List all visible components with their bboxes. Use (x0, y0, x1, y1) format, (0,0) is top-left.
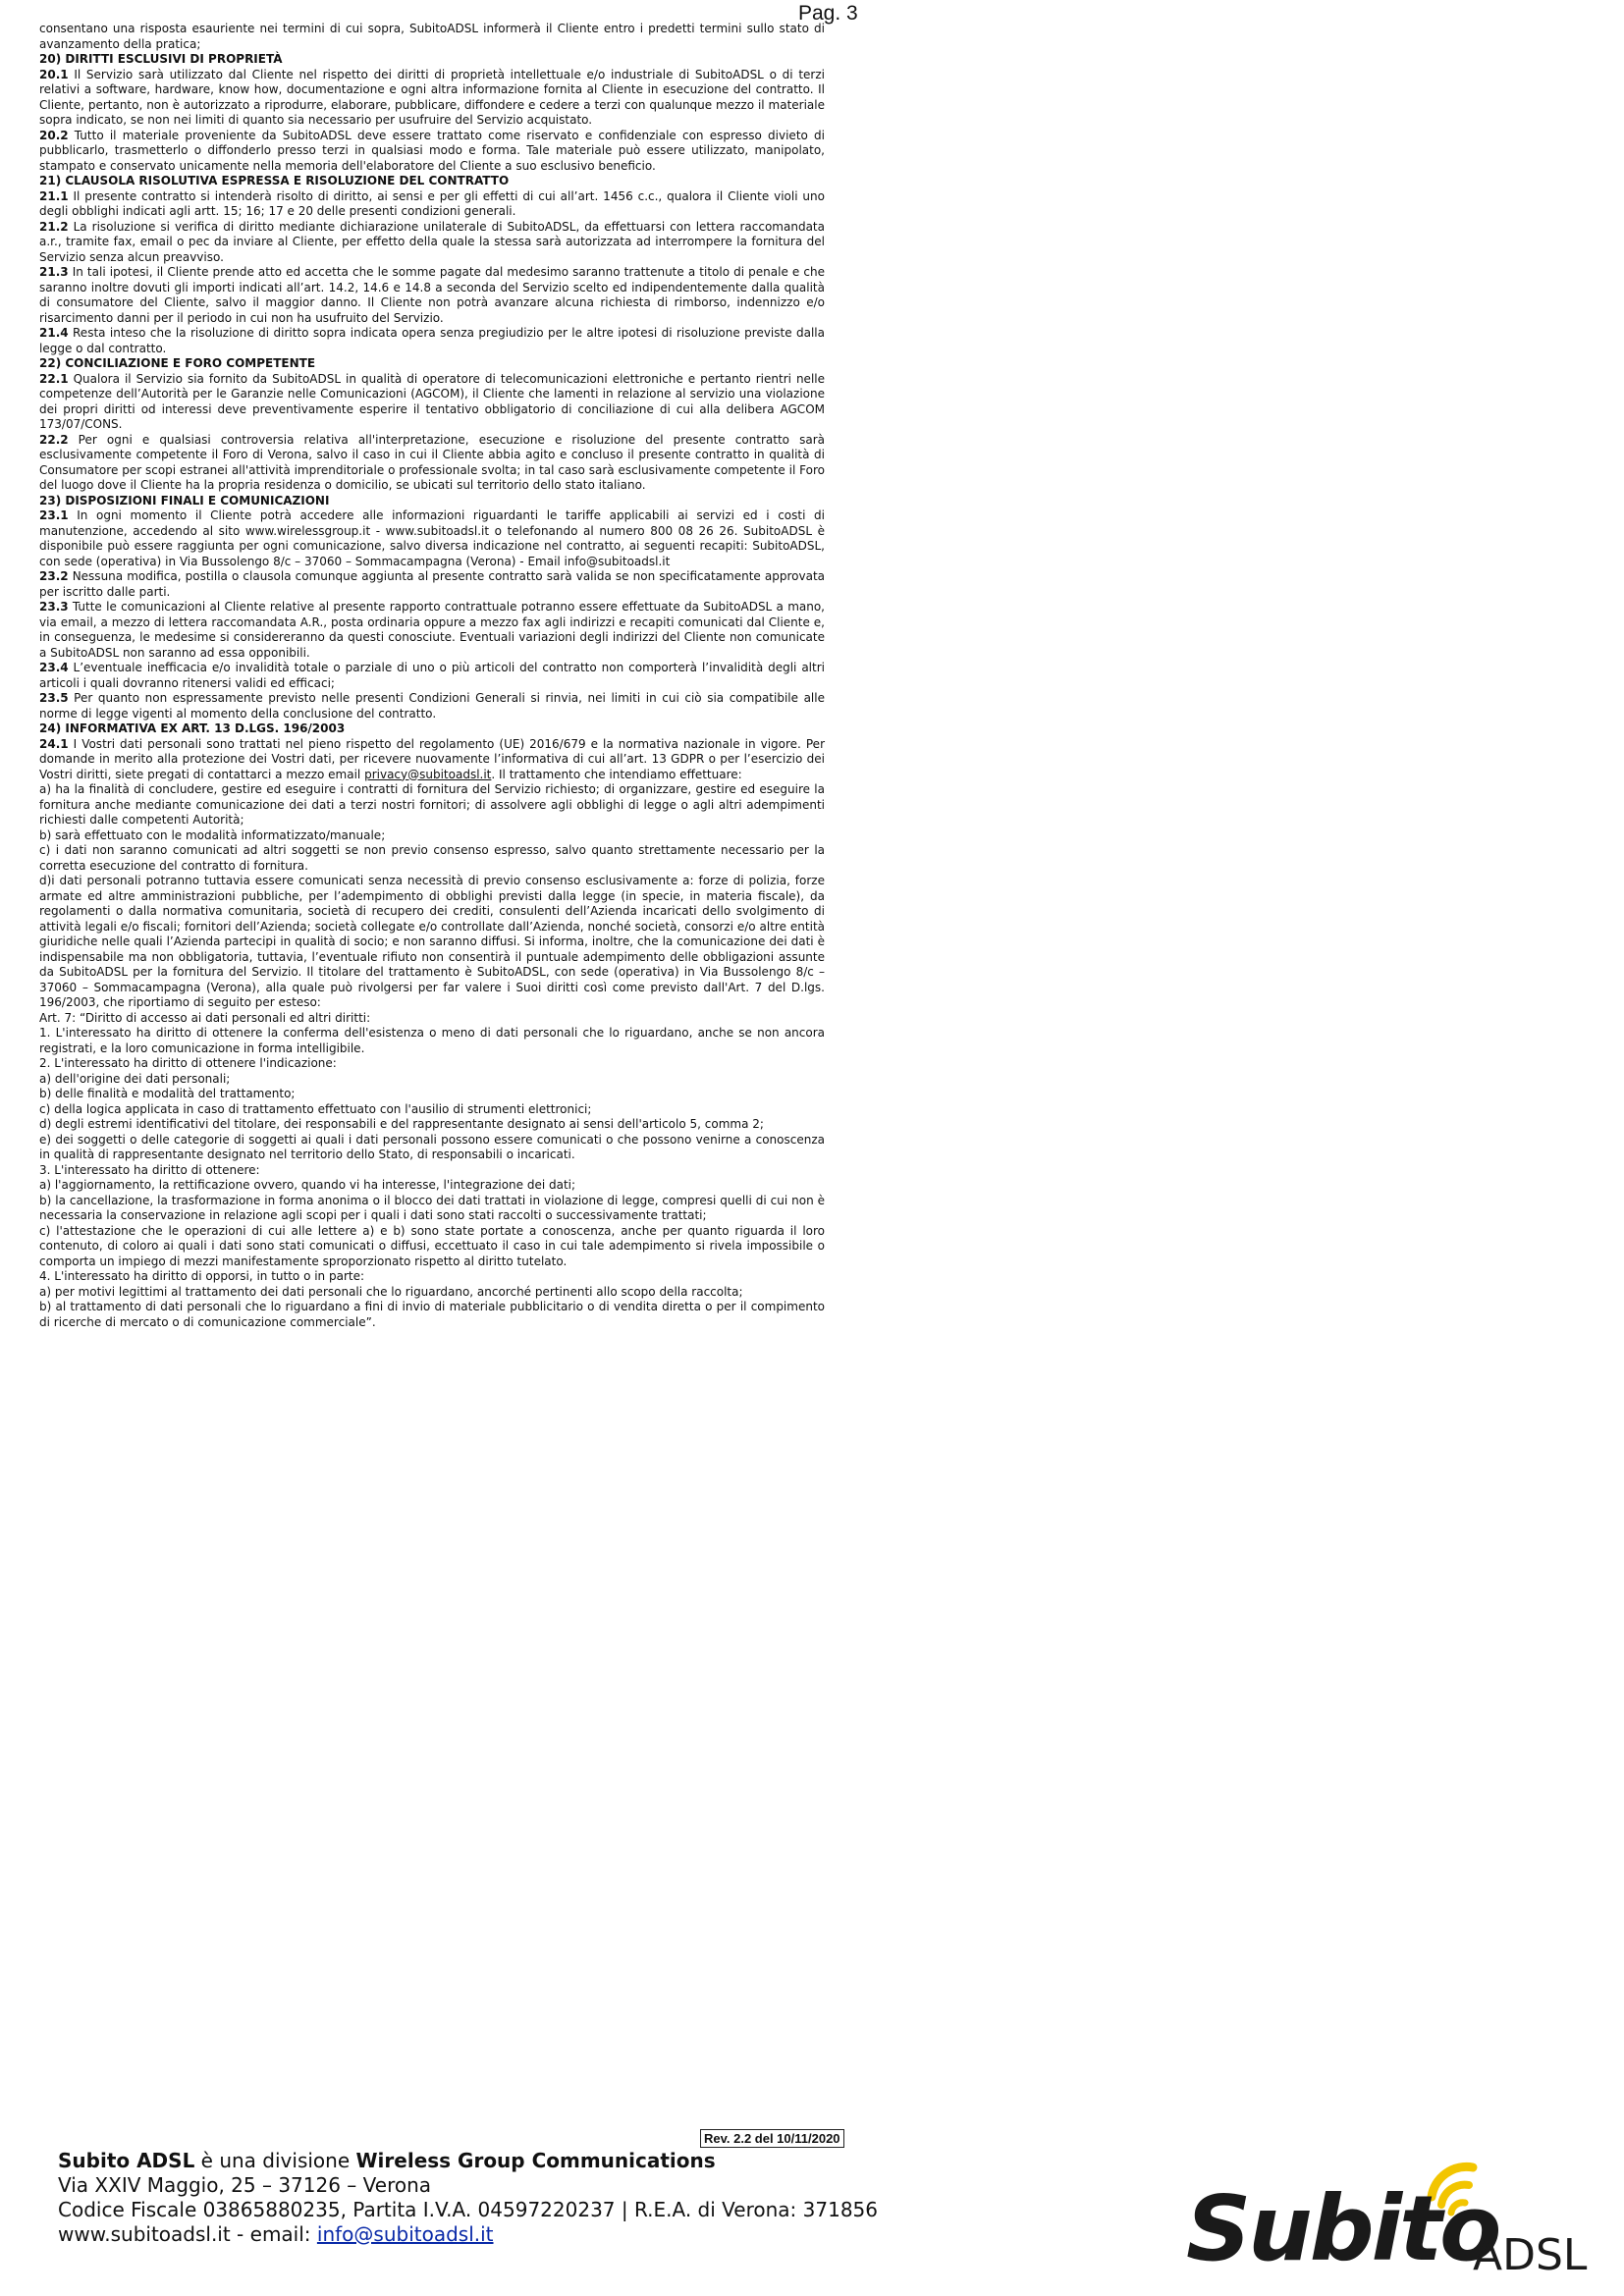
privacy-email-link[interactable]: privacy@subitoadsl.it (364, 767, 492, 781)
clause-number: 21.4 (39, 326, 69, 340)
paragraph: 24.1 I Vostri dati personali sono trattati nel pieno rispetto del regolamento (UE) 2016/679 e la normativa nazionale in vigore. Per domande in merito alla protezione dei Vostri dati, per ricevere nuovamente l’informativa di cui all’art. 13 GDPR o per l’esercizio dei Vostri diritti, siete pregati di contattarci a mezzo email privacy@subitoadsl.it. Il trattamento che intendiamo effettuare: (39, 736, 825, 781)
footer-fiscal: Codice Fiscale 03865880235, Partita I.V.A. 04597220237 | R.E.A. di Verona: 371856 (58, 2198, 878, 2221)
paragraph: 23.5 Per quanto non espressamente previsto nelle presenti Condizioni Generali si rinvia, nei limiti in cui ciò sia compatibile alle norme di legge vigenti al momento della conclusione del contratto. (39, 691, 825, 721)
paragraph: 2. L'interessato ha diritto di ottenere l'indicazione: (39, 1056, 337, 1070)
clause-number: 21.3 (39, 265, 69, 279)
paragraph: 21.3 In tali ipotesi, il Cliente prende atto ed accetta che le somme pagate dal medesimo saranno trattenute a titolo di penale e che saranno inoltre dovuti gli importi indicati all’art. 14.2, 14.6 e 14.8 a seconda del Servizio scelto ed indipendentemente dalla qualità di consumatore del Cliente, salvo il maggior danno. Il Cliente non potrà avanzare alcuna richiesta di rimborso, indennizzo e/o risarcimento danni per il periodo in cui non ha usufruito del Servizio. (39, 265, 825, 325)
paragraph: Art. 7: “Diritto di accesso ai dati personali ed altri diritti: (39, 1010, 371, 1025)
paragraph: 21.2 La risoluzione si verifica di diritto mediante dichiarazione unilaterale di SubitoADSL, da effettuarsi con lettera raccomandata a.r., tramite fax, email o pec da inviare al Cliente, per effetto della quale la stessa sarà autorizzata ad interrompere la fornitura del Servizio senza alcun preavviso. (39, 219, 825, 264)
paragraph: c) l'attestazione che le operazioni di cui alle lettere a) e b) sono state portate a conoscenza, anche per quanto riguarda il loro contenuto, di coloro ai quali i dati sono stati comunicati o diffusi, eccettuato il caso in cui tale adempimento si rivela impossibile o comporta un impiego di mezzi manifestamente sproporzionato rispetto al diritto tutelato. (39, 1223, 825, 1268)
paragraph: b) delle finalità e modalità del trattamento; (39, 1087, 296, 1100)
paragraph: a) ha la finalità di concludere, gestire ed eseguire i contratti di fornitura del Servizio richiesto; di organizzare, gestire ed eseguire la fornitura anche mediante comunicazione dei dati a terzi nostri fornitori; di assolvere agli obblighi di legge o agli altri adempimenti richiesti dalle competenti Autorità; (39, 782, 825, 827)
paragraph: 20.2 Tutto il materiale proveniente da SubitoADSL deve essere trattato come riservato e confidenziale con espresso divieto di pubblicarlo, trasmetterlo o diffonderlo presso terzi in qualsiasi modo e forma. Tale materiale può essere utilizzato, manipolato, stampato e conservato unicamente nella memoria dell'elaboratore del Cliente a suo esclusivo beneficio. (39, 128, 825, 173)
paragraph: b) la cancellazione, la trasformazione in forma anonima o il blocco dei dati trattati in violazione di legge, compresi quelli di cui non è necessaria la conservazione in relazione agli scopi per i quali i dati sono stati raccolti o successivamente trattati; (39, 1193, 825, 1222)
paragraph: 23.1 In ogni momento il Cliente potrà accedere alle informazioni riguardanti le tariffe applicabili ai servizi ed i costi di manutenzione, accedendo al sito www.wirelessgroup.it - www.subitoadsl.it o telefonando al numero 800 08 26 26. SubitoADSL è disponibile può essere raggiunta per ogni comunicazione, salvo diversa indicazione nel contratto, ai seguenti recapiti: SubitoADSL, con sede (operativa) in Via Bussolengo 8/c – 37060 – Sommacampagna (Verona) - Email info@subitoadsl.it (39, 508, 825, 568)
clause-number: 20.2 (39, 128, 69, 142)
clause-number: 20.1 (39, 67, 69, 81)
paragraph: 22.2 Per ogni e qualsiasi controversia relativa all'interpretazione, esecuzione e risoluzione del presente contratto sarà esclusivamente competente il Foro di Verona, salvo il caso in cui il Cliente abbia agito e concluso il presente contratto in qualità di Consumatore per scopi estranei all'attività imprenditoriale o professionale svolta; in tal caso sarà esclusivamente competente il Foro del luogo dove il Cliente ha la propria residenza o domicilio, se ubicati sul territorio dello stato italiano. (39, 432, 825, 492)
paragraph: d)i dati personali potranno tuttavia essere comunicati senza necessità di previo consenso esclusivamente a: forze di polizia, forze armate ed altre amministrazioni pubbliche, per l’adempimento di obblighi previsti dalla legge (in specie, in materia fiscale), da regolamenti o dalla normativa comunitaria, società di recupero dei crediti, consulenti dell’Azienda incaricati dello svolgimento di attività legali e/o fiscali; fornitori dell’Azienda; società collegate e/o controllate dall’Azienda, nonché società, consorzi e/o altre entità giuridiche nelle quali l’Azienda partecipi in qualità di socio; e non saranno diffusi. Si informa, inoltre, che la comunicazione dei dati è indispensabile ma non obbligatoria, tuttavia, l’eventuale rifiuto non consentirà il puntuale adempimento delle obbligazioni assunte da SubitoADSL per la fornitura del Servizio. Il titolare del trattamento è SubitoADSL, con sede (operativa) in Via Bussolengo 8/c – 37060 – Sommacampagna (Verona), alla quale può rivolgersi per far valere i Suoi diritti così come previsto dall'Art. 7 del D.lgs. 196/2003, che riportiamo di seguito per esteso: (39, 874, 825, 1009)
paragraph: 20.1 Il Servizio sarà utilizzato dal Cliente nel rispetto dei diritti di proprietà intellettuale e/o industriale di SubitoADSL o di terzi relativi a software, hardware, know how, documentazione e ogni altra informazione fornita al Cliente in esecuzione del contratto. Il Cliente, pertanto, non è autorizzato a riprodurre, elaborare, pubblicare, diffondere e cedere a terzi con qualunque mezzo il materiale sopra indicato, se non nei limiti di quanto sia necessario per usufruire del Servizio acquistato. (39, 67, 825, 127)
clause-number: 24.1 (39, 736, 69, 751)
paragraph: 21.1 Il presente contratto si intenderà risolto di diritto, ai sensi e per gli effetti di cui all’art. 1456 c.c., qualora il Cliente violi uno degli obblighi indicati agli artt. 15; 16; 17 e 20 delle presenti condizioni generali. (39, 188, 825, 218)
clause-number: 22.1 (39, 371, 69, 386)
section-heading: 24) INFORMATIVA EX ART. 13 D.LGS. 196/2003 (39, 721, 346, 735)
section-heading: 20) DIRITTI ESCLUSIVI DI PROPRIETÀ (39, 52, 283, 66)
paragraph: 1. L'interessato ha diritto di ottenere la conferma dell'esistenza o meno di dati personali che lo riguardano, anche se non ancora registrati, e la loro comunicazione in forma intelligibile. (39, 1026, 825, 1055)
section-heading: 22) CONCILIAZIONE E FORO COMPETENTE (39, 356, 316, 370)
clause-number: 21.2 (39, 219, 69, 234)
footer-contacts (58, 2222, 902, 2247)
footer-company-line (58, 2149, 902, 2173)
paragraph: 23.3 Tutte le comunicazioni al Cliente relative al presente rapporto contrattuale potranno essere effettuate da SubitoADSL a mano, via email, a mezzo di lettera raccomandata A.R., posta ordinaria oppure a mezzo fax agli indirizzi e recapiti comunicati dal Cliente e, in conseguenza, le medesime si considereranno da questi conosciute. Eventuali variazioni degli indirizzi del Cliente non comunicate a SubitoADSL non saranno ad essa opponibili. (39, 600, 825, 660)
paragraph: b) al trattamento di dati personali che lo riguardano a fini di invio di materiale pubblicitario o di vendita diretta o per il compimento di ricerche di mercato o di comunicazione commerciale”. (39, 1300, 825, 1329)
clause-number: 23.1 (39, 508, 69, 522)
footer-company-name: Subito ADSL (58, 2149, 195, 2172)
paragraph: c) i dati non saranno comunicati ad altri soggetti se non previo consenso espresso, salvo quanto strettamente necessario per la corretta esecuzione del contratto di fornitura. (39, 843, 825, 873)
footer (58, 2149, 902, 2247)
footer-group-name: Wireless Group Communications (355, 2149, 716, 2172)
section-heading: 23) DISPOSIZIONI FINALI E COMUNICAZIONI (39, 493, 330, 507)
logo-word: Subito (1186, 2176, 1499, 2281)
contract-text (39, 22, 825, 1330)
footer-web: www.subitoadsl.it - email: (58, 2222, 317, 2246)
clause-number: 23.4 (39, 661, 69, 674)
paragraph: 21.4 Resta inteso che la risoluzione di diritto sopra indicata opera senza pregiudizio per le altre ipotesi di risoluzione previste dalla legge o dal contratto. (39, 326, 825, 355)
logo-sub: ADSL (1473, 2230, 1588, 2280)
paragraph: 23.2 Nessuna modifica, postilla o clausola comunque aggiunta al presente contratto sarà valida se non specificatamente approvata per iscritto dalle parti. (39, 569, 825, 599)
footer-address: Via XXIV Maggio, 25 – 37126 – Verona (58, 2173, 432, 2197)
paragraph: a) dell'origine dei dati personali; (39, 1071, 231, 1086)
clause-number: 22.2 (39, 432, 69, 447)
page-number: Pag. 3 (798, 2, 858, 25)
revision-box: Rev. 2.2 del 10/11/2020 (700, 2129, 844, 2148)
clause-number: 23.3 (39, 600, 69, 614)
paragraph: c) della logica applicata in caso di trattamento effettuato con l'ausilio di strumenti elettronici; (39, 1101, 592, 1116)
paragraph: consentano una risposta esauriente nei termini di cui sopra, SubitoADSL informerà il Cliente entro i predetti termini sullo stato di avanzamento della pratica; (39, 22, 825, 51)
paragraph: a) per motivi legittimi al trattamento dei dati personali che lo riguardano, ancorché pertinenti allo scopo della raccolta; (39, 1284, 743, 1299)
paragraph: e) dei soggetti o delle categorie di soggetti ai quali i dati personali possono essere comunicati o che possono venirne a conoscenza in qualità di rappresentante designato nel territorio dello Stato, di responsabili o incaricati. (39, 1132, 825, 1161)
section-heading: 21) CLAUSOLA RISOLUTIVA ESPRESSA E RISOLUZIONE DEL CONTRATTO (39, 174, 510, 187)
subito-adsl-logo (1178, 2150, 1591, 2287)
paragraph: d) degli estremi identificativi del titolare, dei responsabili e del rappresentante designato ai sensi dell'articolo 5, comma 2; (39, 1117, 764, 1131)
paragraph: b) sarà effettuato con le modalità informatizzato/manuale; (39, 828, 386, 842)
paragraph: 3. L'interessato ha diritto di ottenere: (39, 1162, 260, 1177)
paragraph: a) l'aggiornamento, la rettificazione ovvero, quando vi ha interesse, l'integrazione dei dati; (39, 1178, 576, 1192)
footer-division-text: è una divisione (194, 2149, 356, 2172)
clause-number: 21.1 (39, 188, 69, 203)
clause-number: 23.2 (39, 569, 69, 583)
paragraph: 23.4 L’eventuale inefficacia e/o invalidità totale o parziale di uno o più articoli del contratto non comporterà l’invalidità degli altri articoli i quali dovranno ritenersi validi ed efficaci; (39, 661, 825, 690)
paragraph: 4. L'interessato ha diritto di opporsi, in tutto o in parte: (39, 1269, 365, 1283)
footer-email-link[interactable]: info@subitoadsl.it (316, 2222, 494, 2246)
paragraph: 22.1 Qualora il Servizio sia fornito da SubitoADSL in qualità di operatore di telecomunicazioni elettroniche e pertanto rientri nelle competenze dell’Autorità per le Garanzie nelle Comunicazioni (AGCOM), il Cliente che lamenti in relazione al servizio una violazione dei propri diritti od interessi deve preventivamente esperire il tentativo obbligatorio di conciliazione di cui alla delibera AGCOM 173/07/CONS. (39, 371, 825, 431)
clause-number: 23.5 (39, 691, 69, 705)
